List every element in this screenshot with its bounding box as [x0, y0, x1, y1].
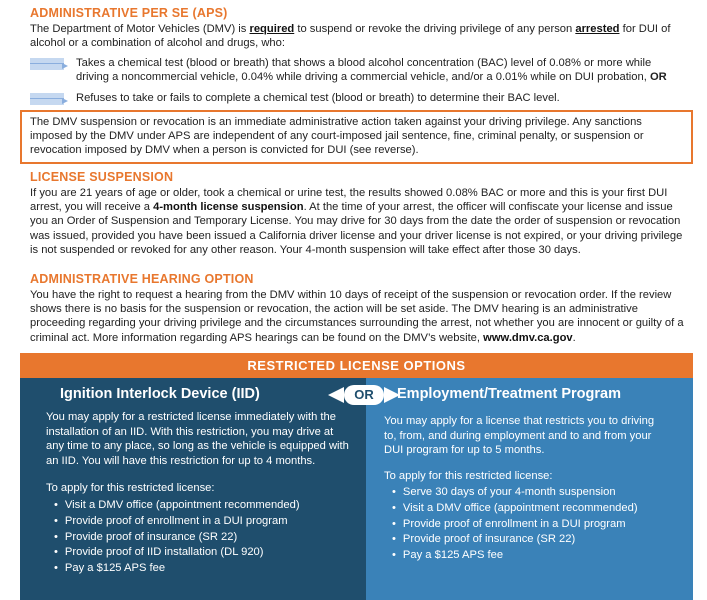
list-item: • Provide proof of enrollment in a DUI program: [54, 514, 300, 530]
list-item: • Visit a DMV office (appointment recommended): [54, 498, 300, 514]
or-badge: [326, 385, 402, 405]
dmv-website-link[interactable]: www.dmv.ca.gov: [483, 331, 573, 344]
arrow-right-icon: [30, 58, 68, 70]
restricted-license-options: [20, 353, 693, 600]
employment-description: You may apply for a license that restricts you to driving to, from, and during employment and to and from your DUI program for up to 5 months.: [384, 415, 655, 456]
aps-notice-text: The DMV suspension or revocation is an immediate administrative action taken against your driving privilege. Any sanctions imposed by the DMV under APS are independent of any court-imposed jail sentence, fine, criminal penalty, or suspension or revocation imposed by DMV when a person is convicted for DUI (see reverse).: [30, 116, 644, 157]
list-item: • Provide proof of insurance (SR 22): [392, 532, 638, 548]
arrow-right-icon: [30, 93, 68, 105]
list-item: • Provide proof of insurance (SR 22): [54, 530, 300, 546]
iid-title: Ignition Interlock Device (IID): [60, 386, 260, 402]
list-item: • Provide proof of enrollment in a DUI program: [392, 517, 638, 533]
list-item: • Visit a DMV office (appointment recommended): [392, 501, 638, 517]
suspension-text: If you are 21 years of age or older, took a chemical or urine test, the results showed 0.08% BAC or more and this is your first DUI arrest, you will receive a 4-month license suspension. At the time of your arrest, the officer will confiscate your license and issue you an Order of Suspension and Temporary License. You may drive for 30 days from the date the order of suspension or revocation was issued, provided you have been issued a California driver license and your driver license is not expired, or your driving privilege is not suspended or revoked for any other reason. Your 4-month suspension will take effect after those 30 days.: [30, 187, 683, 256]
iid-apply-heading: To apply for this restricted license:: [46, 482, 215, 494]
or-label: OR: [354, 387, 374, 402]
iid-description: You may apply for a restricted license immediately with the installation of an IID. With this restriction, you may drive at any time to any place, so long as the vehicle is equipped with an IID. You will have this restriction for up to 4 months.: [46, 411, 349, 467]
aps-condition-2: [30, 91, 690, 105]
restricted-header: RESTRICTED LICENSE OPTIONS: [20, 353, 693, 378]
aps-condition-1: [30, 56, 690, 84]
aps-section: [30, 6, 685, 50]
suspension-heading: LICENSE SUSPENSION: [30, 170, 174, 184]
hearing-text: You have the right to request a hearing from the DMV within 10 days of receipt of the suspension or revocation order. If the review shows there is no basis for the suspension or revocation, the action will be set aside. The DMV hearing is an administrative proceeding regarding your driving privilege and the circumstances surrounding the arrest, not whether you are innocent or guilty of a criminal act. More information regarding APS hearings can be found on the DMV’s website, www.dmv.ca.gov.: [30, 289, 684, 344]
iid-option-panel: [20, 378, 366, 600]
hearing-heading: ADMINISTRATIVE HEARING OPTION: [30, 272, 254, 286]
employment-requirements-list: [392, 485, 638, 564]
required-emphasis: required: [249, 23, 295, 35]
condition-or: OR: [649, 71, 667, 84]
arrested-emphasis: arrested: [575, 23, 620, 35]
employment-apply-heading: To apply for this restricted license:: [384, 470, 553, 482]
license-suspension-section: [30, 170, 685, 257]
list-item: • Pay a $125 APS fee: [392, 548, 638, 564]
list-item: • Serve 30 days of your 4-month suspension: [392, 485, 638, 501]
condition-2-text: Refuses to take or fails to complete a chemical test (blood or breath) to determine their BAC level.: [76, 92, 560, 104]
aps-notice-box: [20, 110, 693, 164]
list-item: • Provide proof of IID installation (DL 920): [54, 545, 300, 561]
employment-title: Employment/Treatment Program: [397, 386, 621, 402]
aps-intro: The Department of Motor Vehicles (DMV) is required to suspend or revoke the driving privilege of any person arrested for DUI of alcohol or a combination of alcohol and drugs, who:: [30, 23, 671, 50]
employment-option-panel: [366, 378, 693, 600]
aps-heading: ADMINISTRATIVE PER SE (APS): [30, 6, 228, 20]
list-item: • Pay a $125 APS fee: [54, 561, 300, 577]
dui-info-page: [20, 0, 693, 600]
hearing-section: [30, 272, 685, 345]
condition-1-text: Takes a chemical test (blood or breath) that shows a blood alcohol concentration (BAC) level of 0.08% or more while driving a noncommercial vehicle, 0.04% while driving a commercial vehicle, and/or a 0.01% while on DUI probation,: [76, 57, 652, 84]
arrow-left-icon: [328, 387, 344, 403]
suspension-duration: 4-month license suspension: [153, 201, 304, 214]
arrow-right-icon: [384, 387, 400, 403]
iid-requirements-list: [54, 498, 300, 577]
